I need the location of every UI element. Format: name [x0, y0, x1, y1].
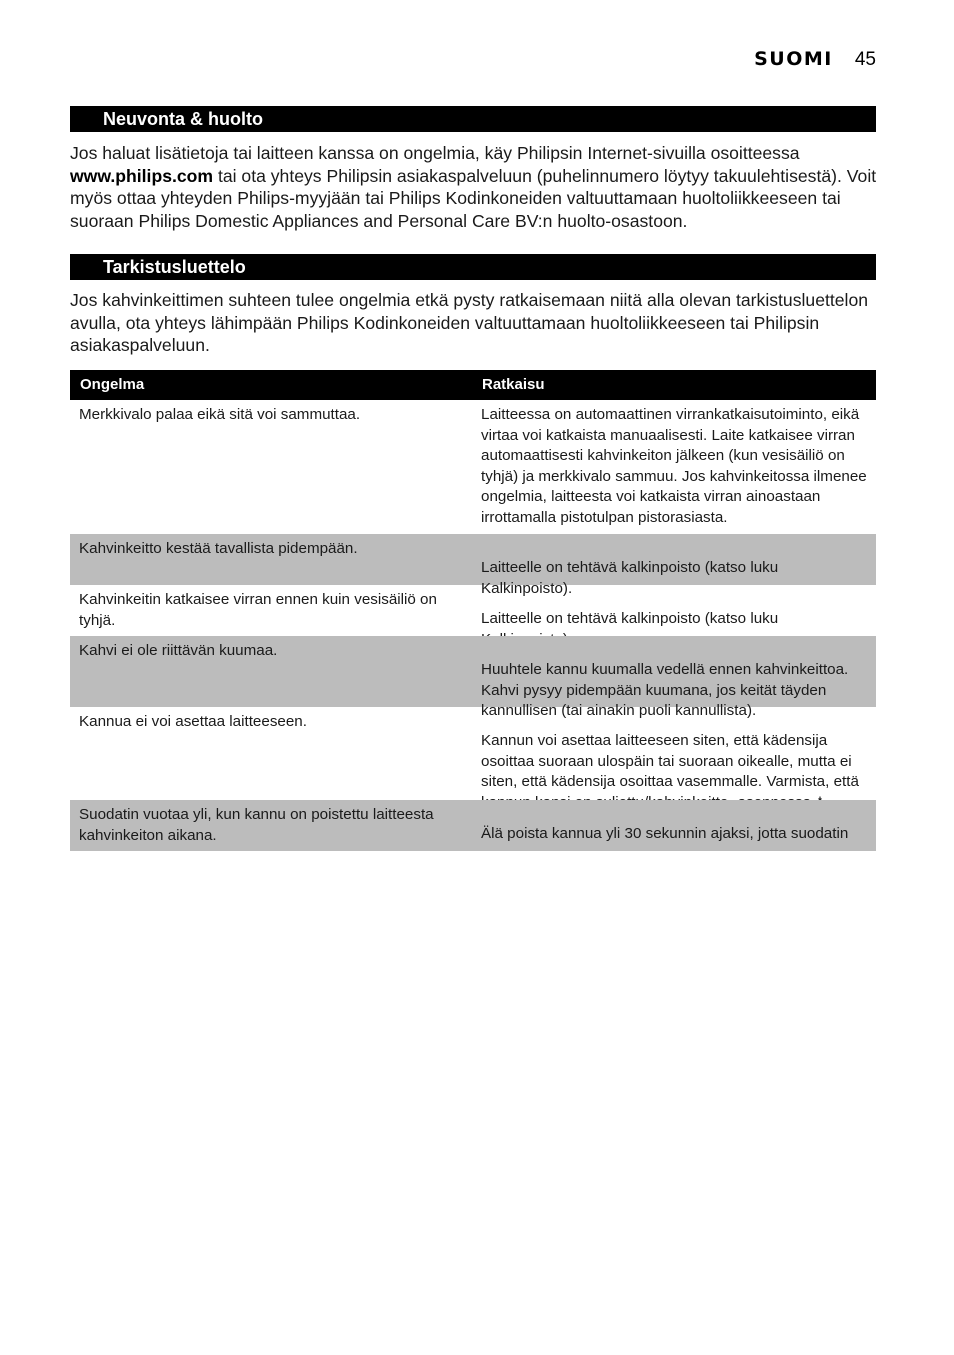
- philips-website-link[interactable]: www.philips.com: [70, 165, 214, 186]
- language-label: SUOMI: [754, 48, 833, 70]
- table-row: [70, 636, 876, 719]
- problem-cell: Kahvinkeitto kestää tavallista pidempään.: [79, 540, 358, 557]
- problem-cell: Merkkivalo palaa eikä sitä voi sammuttaa.: [79, 406, 361, 423]
- table-header: [70, 370, 876, 400]
- column-header-problem: Ongelma: [80, 376, 145, 393]
- solution-cell: Laitteelle on tehtävä kalkinpoisto (katso luku Kalkinpoisto).: [481, 559, 779, 597]
- table-row: [70, 800, 876, 851]
- solution-cell: Älä poista kannua yli 30 sekunnin ajaksi, jotta suodatin: [481, 825, 849, 842]
- table-row: [70, 707, 876, 800]
- solution-cell: Laitteessa on automaattinen virrankatkaisutoiminto, eikä virtaa voi katkaista manuaalisesti. Laite katkaisee virran automaattisesti kahvinkeiton jälkeen (kun vesisäiliö on tyhjä) ja merkkivalo sammuu. Jos kahvinkeitossa ilmenee ongelmia, laitteesta voi katkaista virran ainoastaan irrottamalla pistotulpan pistorasiasta.: [481, 406, 867, 526]
- solution-cell: Huuhtele kannu kuumalla vedellä ennen kahvinkeittoa. Kahvi pysyy pidempään kuumana, jos keität täyden kannullisen (tai ainakin puoli kannullista).: [481, 661, 849, 719]
- problem-cell: Kannua ei voi asettaa laitteeseen.: [79, 713, 307, 730]
- column-header-solution: Ratkaisu: [482, 376, 545, 393]
- table-row: [70, 400, 876, 534]
- table-row: [70, 585, 876, 636]
- solution-text: Kannun voi asettaa laitteeseen siten, että kädensija osoittaa suoraan ulospäin tai suoraan oikealle, mutta ei siten, että kädensija osoittaa vasemmalle. Varmista, että: [481, 732, 859, 790]
- support-text-2: tai ota yhteys Philipsin asiakaspalveluun (puhelinnumero löytyy takuulehtisestä). Voit myös ottaa yhteyden Philips-myyjään tai Philips Kodinkoneiden valtuuttamaan huoltoliikkeeseen tai suoraan Philips Domestic Appliances and Personal Care BV:n huolto-osastoon.: [70, 165, 877, 231]
- checklist-intro: Jos kahvinkeittimen suhteen tulee ongelmia etkä pysty ratkaisemaan niitä alla olevan tarkistusluettelon avulla, ota yhteys lähimpään Philips Kodinkoneiden valtuuttamaan huoltoliikkeeseen tai Philipsin asiakaspalveluun.: [70, 290, 869, 356]
- section-title-checklist: Tarkistusluettelo: [70, 254, 876, 280]
- problem-cell: Kahvi ei ole riittävän kuumaa.: [79, 642, 278, 659]
- support-text-1: Jos haluat lisätietoja tai laitteen kanssa on ongelmia, käy Philipsin Internet-sivuilla osoitteessa: [70, 143, 800, 163]
- support-paragraph: [70, 142, 880, 232]
- problem-cell: Suodatin vuotaa yli, kun kannu on poistettu laitteesta kahvinkeiton aikana.: [79, 806, 434, 844]
- section-title-support: Neuvonta & huolto: [70, 106, 876, 132]
- problem-cell: Kahvinkeitin katkaisee virran ennen kuin vesisäiliö on tyhjä.: [79, 591, 437, 629]
- page-number: 45: [854, 49, 876, 70]
- troubleshooting-table: [70, 370, 876, 851]
- page-header: [754, 48, 876, 71]
- table-row: [70, 534, 876, 597]
- solution-cell: Laitteelle on tehtävä kalkinpoisto (katso luku: [481, 610, 779, 627]
